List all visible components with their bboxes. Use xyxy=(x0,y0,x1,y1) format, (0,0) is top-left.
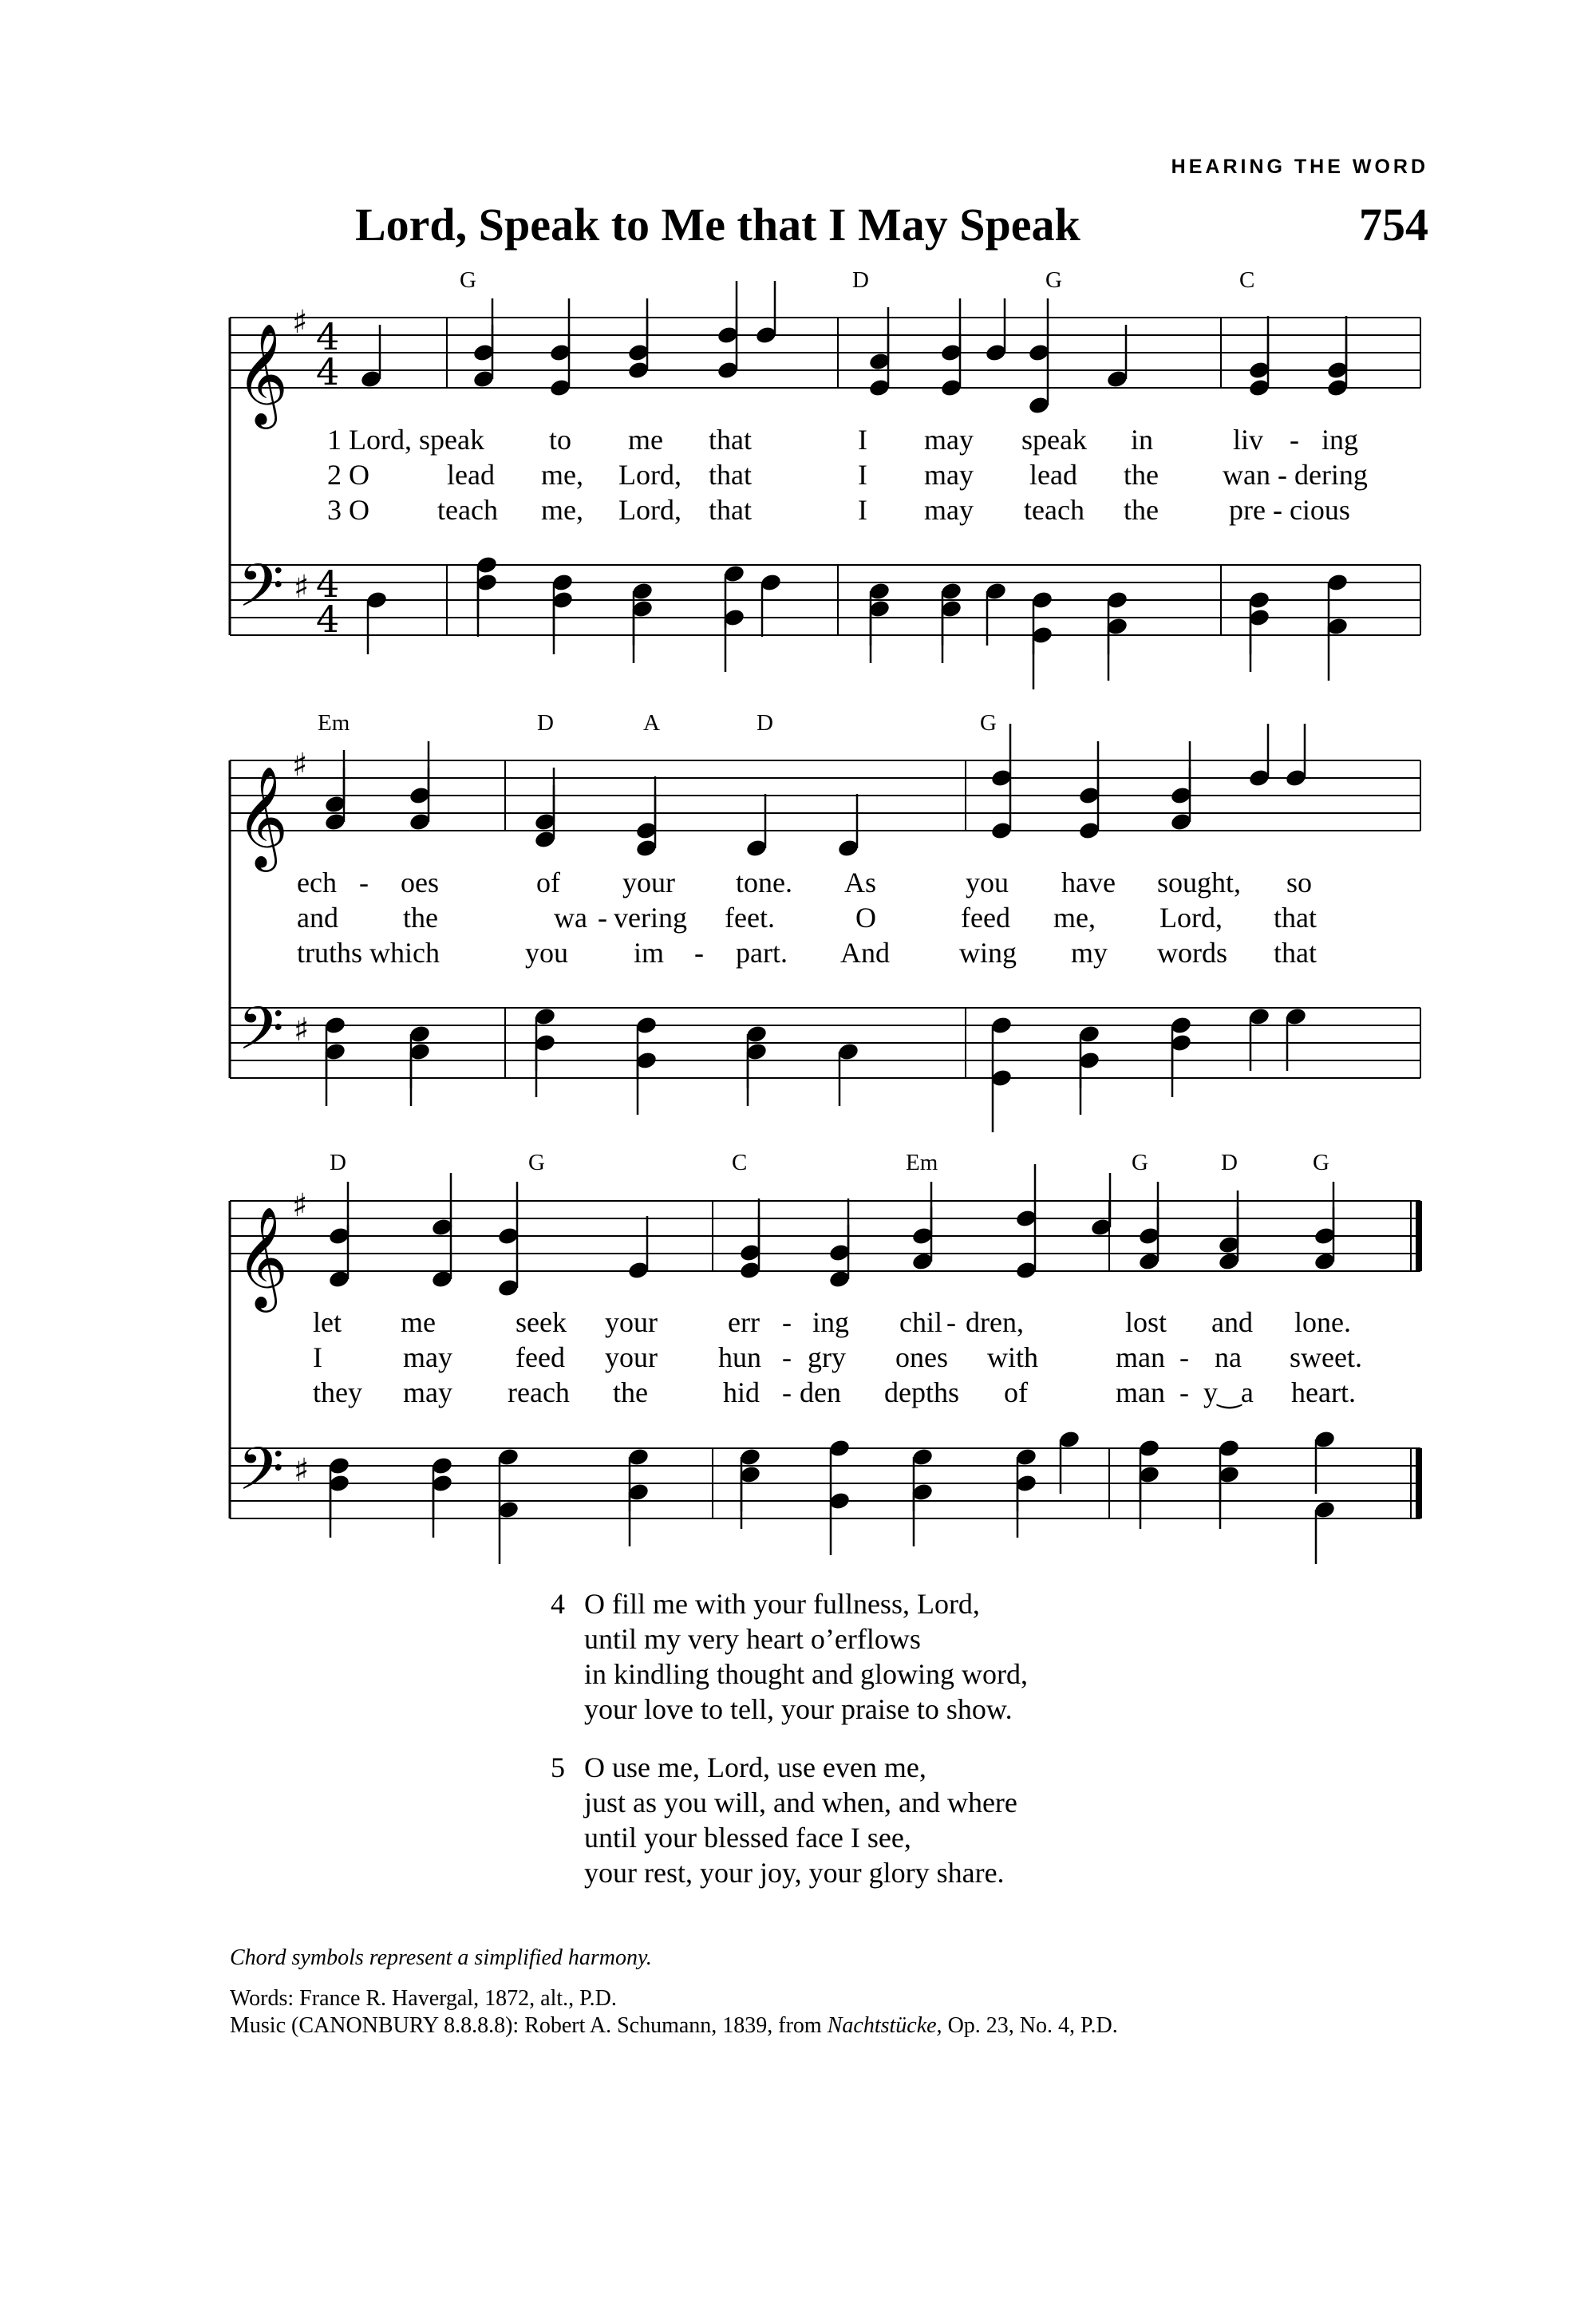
chord-symbol: G xyxy=(528,1150,545,1175)
verse-number: 4 xyxy=(551,1588,565,1620)
time-signature: 4 xyxy=(316,598,340,641)
key-signature-sharp: ♯ xyxy=(292,1187,308,1224)
lyric-syllable: - xyxy=(782,1306,792,1338)
lyric-syllable: lone. xyxy=(1294,1306,1351,1338)
lyric-syllable: that xyxy=(709,424,752,456)
section-label: HEARING THE WORD xyxy=(1171,156,1428,178)
verse-text: O fill me with your fullness, Lord, xyxy=(584,1588,980,1620)
lyric-syllable: gry xyxy=(808,1341,846,1373)
lyric-syllable: vering xyxy=(614,902,687,934)
bass-clef: 𝄢 xyxy=(238,551,284,635)
lyric-syllable: lost xyxy=(1125,1306,1167,1338)
lyric-syllable: and xyxy=(297,902,338,934)
lyric-syllable: Lord, xyxy=(1159,902,1223,934)
verse-line xyxy=(551,1657,1028,1692)
lyric-syllable: - xyxy=(694,937,704,969)
lyric-syllable: me, xyxy=(1053,902,1096,934)
lyric-syllable: ones xyxy=(895,1341,948,1373)
lyric-syllable: im xyxy=(634,937,665,969)
hymn-title: Lord, Speak to Me that I May Speak xyxy=(355,199,1080,251)
lyric-syllable: have xyxy=(1061,867,1116,898)
lyric-syllable: chil xyxy=(899,1306,942,1338)
lyric-syllable: the xyxy=(403,902,438,934)
lyric-syllable: of xyxy=(1004,1376,1028,1408)
lyric-syllable: you xyxy=(966,867,1009,898)
lyric-syllable: me xyxy=(401,1306,436,1338)
lyric-syllable: and xyxy=(1211,1306,1253,1338)
treble-clef: 𝄞 xyxy=(236,322,289,424)
lyric-syllable: wing xyxy=(959,937,1017,969)
credits xyxy=(230,1985,1118,2040)
lyric-syllable: hid xyxy=(723,1376,760,1408)
lyric-syllable: me, xyxy=(541,459,583,491)
chord-symbol: G xyxy=(1313,1150,1329,1175)
lyric-syllable: me xyxy=(628,424,663,456)
treble-clef: 𝄞 xyxy=(236,765,289,867)
lyric-syllable: y‿a xyxy=(1203,1376,1254,1408)
verse-text: O use me, Lord, use even me, xyxy=(584,1751,926,1783)
lyric-syllable: na xyxy=(1215,1341,1242,1373)
lyric-syllable: of xyxy=(536,867,560,898)
lyric-syllable: sought, xyxy=(1157,867,1242,898)
key-signature-sharp: ♯ xyxy=(294,1012,310,1048)
lyric-syllable: - xyxy=(1179,1341,1189,1373)
lyric-syllable: you xyxy=(525,937,568,969)
key-signature-sharp: ♯ xyxy=(294,1452,310,1489)
lyric-syllable: to xyxy=(549,424,572,456)
lyric-syllable: And xyxy=(840,937,890,969)
chord-symbol: Em xyxy=(318,710,350,736)
lyric-syllable: that xyxy=(709,494,752,526)
lyric-syllable: heart. xyxy=(1291,1376,1356,1408)
lyric-syllable: I xyxy=(313,1341,322,1373)
lyric-syllable: ing xyxy=(812,1306,850,1338)
lyric-syllable: may xyxy=(924,494,974,526)
lyric-syllable: Lord, xyxy=(618,459,681,491)
lyric-syllable: the xyxy=(613,1376,648,1408)
lyric-syllable: pre - cious xyxy=(1229,494,1350,526)
lyric-syllable: that xyxy=(709,459,752,491)
bass-clef: 𝄢 xyxy=(238,1435,284,1518)
lyric-syllable: my xyxy=(1071,937,1108,969)
lyric-syllable: may xyxy=(924,424,974,456)
verse-line xyxy=(551,1621,1028,1657)
lyric-syllable: may xyxy=(403,1376,452,1408)
time-signature: 4 xyxy=(316,315,340,358)
bass-clef: 𝄢 xyxy=(238,994,284,1078)
lyric-syllable: I xyxy=(858,459,867,491)
lyric-syllable: I xyxy=(858,424,867,456)
chord-note: Chord symbols represent a simplified harmony. xyxy=(230,1945,652,1970)
chord-symbol: G xyxy=(1132,1150,1148,1175)
verse-text: until my very heart o’erflows xyxy=(584,1623,921,1655)
lyric-syllable: I xyxy=(858,494,867,526)
lyric-syllable: they xyxy=(313,1376,362,1408)
chord-symbol: D xyxy=(330,1150,346,1175)
music-credit xyxy=(230,2012,1118,2040)
lyric-syllable: the xyxy=(1124,459,1159,491)
time-signature: 4 xyxy=(316,350,340,393)
lyric-syllable: seek xyxy=(516,1306,567,1338)
lyric-syllable: man xyxy=(1116,1341,1165,1373)
verse-4 xyxy=(551,1586,1028,1727)
lyric-syllable: lead xyxy=(447,459,495,491)
lyric-syllable: feed xyxy=(516,1341,565,1373)
lyric-syllable: oes xyxy=(401,867,439,898)
words-credit: Words: France R. Havergal, 1872, alt., P.D. xyxy=(230,1986,617,2011)
verse-line xyxy=(551,1785,1017,1820)
lyric-syllable: your xyxy=(605,1341,658,1373)
verse-5 xyxy=(551,1750,1017,1890)
verse-text: just as you will, and when, and where xyxy=(584,1787,1017,1818)
lyric-syllable: dren, xyxy=(966,1306,1024,1338)
lyric-syllable: depths xyxy=(884,1376,959,1408)
lyric-syllable: feet. xyxy=(725,902,775,934)
verse-line xyxy=(551,1855,1017,1890)
time-signature: 4 xyxy=(316,563,340,606)
verse-line xyxy=(551,1750,1017,1785)
chord-symbol: D xyxy=(757,710,773,736)
lyric-syllable: sweet. xyxy=(1290,1341,1362,1373)
lyric-syllable: O xyxy=(855,902,876,934)
lyric-syllable: that xyxy=(1274,902,1317,934)
lyric-syllable: ech xyxy=(297,867,337,898)
lyric-syllable: wa xyxy=(554,902,587,934)
lyric-syllable: - xyxy=(359,867,369,898)
treble-clef: 𝄞 xyxy=(236,1206,289,1308)
key-signature-sharp: ♯ xyxy=(292,747,308,784)
lyric-syllable: - xyxy=(946,1306,956,1338)
music-credit-suffix: Op. 23, No. 4, P.D. xyxy=(942,2013,1118,2038)
lyric-syllable: tone. xyxy=(736,867,792,898)
lyric-syllable: teach xyxy=(1024,494,1084,526)
lyric-syllable: 1 Lord, speak xyxy=(327,424,484,456)
chord-symbol: C xyxy=(1239,267,1255,293)
lyric-syllable: hun xyxy=(718,1341,761,1373)
lyric-syllable: feed xyxy=(961,902,1010,934)
chord-symbol: D xyxy=(852,267,869,293)
verse-line xyxy=(551,1692,1028,1727)
lyric-syllable: the xyxy=(1124,494,1159,526)
verse-line xyxy=(551,1586,1028,1621)
verse-text: your rest, your joy, your glory share. xyxy=(584,1857,1005,1889)
lyric-syllable: liv xyxy=(1233,424,1264,456)
verse-text: in kindling thought and glowing word, xyxy=(584,1658,1028,1690)
lyric-syllable: part. xyxy=(736,937,788,969)
chord-symbol: G xyxy=(1045,267,1062,293)
lyric-syllable: 3 O xyxy=(327,494,369,526)
verse-number: 5 xyxy=(551,1751,565,1783)
music-credit-prefix: Music (CANONBURY 8.8.8.8): Robert A. Schumann, 1839, from xyxy=(230,2013,828,2038)
lyric-syllable: man xyxy=(1116,1376,1165,1408)
chord-symbol: Em xyxy=(906,1150,938,1175)
lyric-syllable: - xyxy=(782,1341,792,1373)
verse-text: until your blessed face I see, xyxy=(584,1822,911,1854)
lyric-syllable: lead xyxy=(1029,459,1077,491)
chord-symbol: D xyxy=(1221,1150,1238,1175)
lyric-syllable: - xyxy=(1179,1376,1189,1408)
lyric-syllable: teach xyxy=(437,494,498,526)
verse-line xyxy=(551,1820,1017,1855)
verse-text: your love to tell, your praise to show. xyxy=(584,1693,1013,1725)
lyric-syllable: so xyxy=(1286,867,1313,898)
lyric-syllable: your xyxy=(622,867,675,898)
lyric-syllable: reach xyxy=(508,1376,570,1408)
lyric-syllable: that xyxy=(1274,937,1317,969)
lyric-syllable: - xyxy=(598,902,607,934)
lyric-syllable: wan - dering xyxy=(1223,459,1368,491)
lyric-syllable: let xyxy=(313,1306,342,1338)
chord-symbol: A xyxy=(643,710,660,736)
lyric-syllable: truths which xyxy=(297,937,440,969)
chord-symbol: G xyxy=(980,710,997,736)
lyric-syllable: 2 O xyxy=(327,459,369,491)
lyric-syllable: - xyxy=(1290,424,1299,456)
lyric-syllable: err xyxy=(728,1306,760,1338)
lyric-syllable: words xyxy=(1157,937,1227,969)
lyric-syllable: speak xyxy=(1021,424,1087,456)
lyric-syllable: may xyxy=(403,1341,452,1373)
lyric-syllable: your xyxy=(605,1306,658,1338)
chord-symbol: C xyxy=(732,1150,748,1175)
lyric-syllable: Lord, xyxy=(618,494,681,526)
music-credit-work: Nachtstücke, xyxy=(827,2013,942,2038)
chord-symbol: G xyxy=(460,267,476,293)
lyric-syllable: may xyxy=(924,459,974,491)
lyric-syllable: As xyxy=(844,867,877,898)
lyric-syllable: den xyxy=(800,1376,841,1408)
lyric-syllable: - xyxy=(782,1376,792,1408)
lyric-syllable: with xyxy=(987,1341,1039,1373)
lyric-syllable: ing xyxy=(1321,424,1359,456)
key-signature-sharp: ♯ xyxy=(292,304,308,341)
lyric-syllable: in xyxy=(1131,424,1154,456)
key-signature-sharp: ♯ xyxy=(294,569,310,606)
chord-symbol: D xyxy=(537,710,554,736)
hymn-number: 754 xyxy=(1359,199,1428,251)
lyric-syllable: me, xyxy=(541,494,583,526)
